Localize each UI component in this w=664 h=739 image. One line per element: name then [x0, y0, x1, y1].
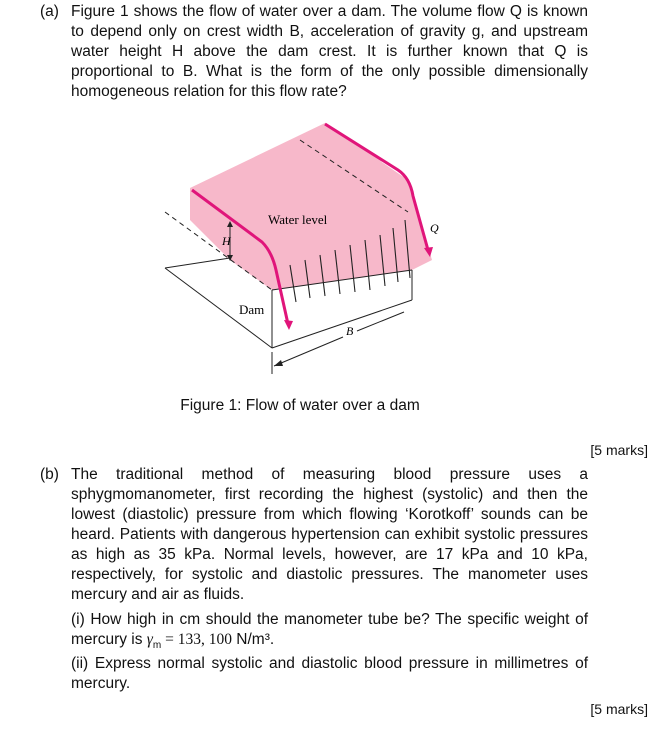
part-b-sub-i: (i) How high in cm should the manometer tube be? The specific weight of mercury is $\gamma_m = 133$, 100 N/m³.: [71, 611, 588, 652]
gamma-symbol: γ: [146, 631, 153, 648]
part-b-text: The traditional method of measuring blood pressure uses a sphygmomanometer, first recording the highest (systolic) and then the lowest (diastolic) pressure from which flowing ‘Korotkoff’ sounds can be heard. Patients with dangerous hypertension can exhibit systolic pressures as high as 35 kPa. Normal levels, however, are 17 kPa and 10 kPa, respectively, for systolic and diastolic pressures. The manometer uses mercury and air as fluids.: [71, 466, 588, 603]
question-part-b: [40, 465, 588, 605]
b-label: B: [346, 324, 354, 338]
h-label: H: [222, 234, 231, 248]
question-part-a: [40, 2, 588, 102]
water-level-label: Water level: [268, 212, 328, 227]
dam-label: Dam: [239, 302, 265, 317]
part-b-sub-ii: (ii) Express normal systolic and diastolic blood pressure in millimetres of mercury.: [71, 655, 588, 692]
dam-figure: [150, 115, 450, 380]
marks-b: [5 marks]: [590, 701, 648, 717]
figure-caption: Figure 1: Flow of water over a dam: [180, 397, 420, 414]
part-b-label: (b): [40, 466, 59, 483]
water-surface: [190, 123, 432, 290]
part-a-label: (a): [40, 3, 59, 20]
q-label: Q: [430, 221, 439, 235]
marks-a: [5 marks]: [590, 442, 648, 458]
left-flow-arrowhead: [284, 320, 293, 330]
part-a-text: Figure 1 shows the flow of water over a dam. The volume flow Q is known to depend only on crest width B, acceleration of gravity g, and upstream water height H above the dam crest. It is further known that Q is proportional to B. What is the form of the only possible dimensionally homogeneous relation for this flow rate?: [71, 3, 588, 100]
